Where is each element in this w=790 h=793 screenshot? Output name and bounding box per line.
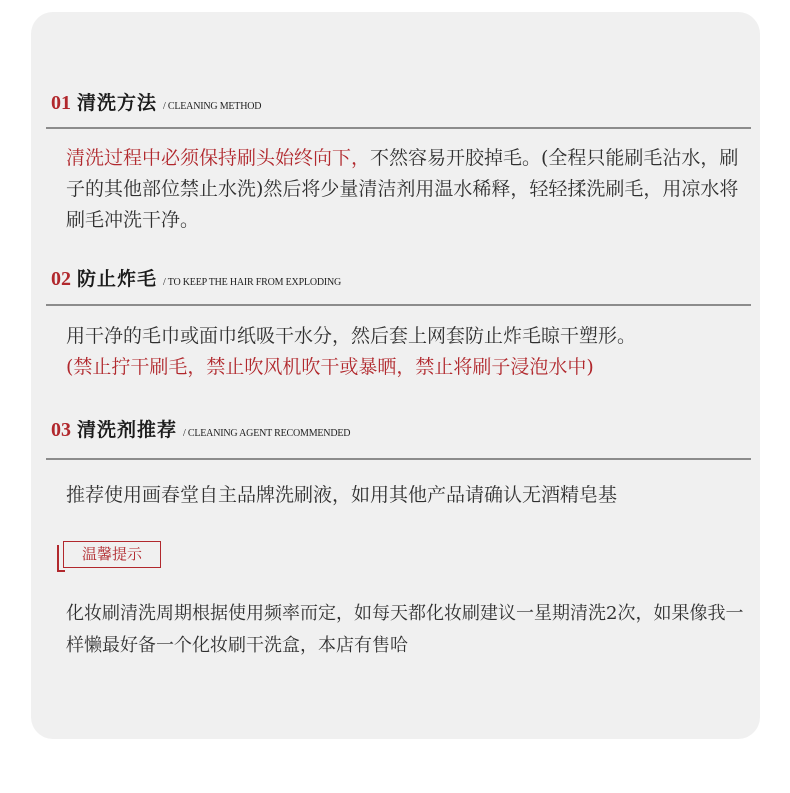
- section-2-body: [66, 321, 756, 383]
- section-1-title: 清洗方法: [77, 92, 158, 114]
- section-1-highlight: 清洗过程中必须保持刷头始终向下，: [66, 147, 371, 169]
- section-1-divider: [46, 127, 751, 129]
- section-3-body: 推荐使用画春堂自主品牌洗刷液，如用其他产品请确认无酒精皂基: [66, 484, 618, 506]
- tip-text: 化妆刷清洗周期根据使用频率而定，如每天都化妆刷建议一星期清洗2次，如果像我一样懒最好备一个化妆刷干洗盒，本店有售哈: [66, 603, 744, 656]
- tip-label: 温馨提示: [63, 541, 161, 568]
- section-3-title: 清洗剂推荐: [77, 419, 178, 441]
- section-3-subtitle: / CLEANING AGENT RECOMMENDED: [183, 428, 351, 439]
- section-2-subtitle: / TO KEEP THE HAIR FROM EXPLODING: [163, 277, 342, 288]
- section-1-number: 01: [51, 92, 71, 114]
- section-3-divider: [46, 458, 751, 460]
- section-1-subtitle: / CLEANING METHOD: [163, 101, 262, 112]
- section-2-text: 用干净的毛巾或面巾纸吸干水分，然后套上网套防止炸毛晾干塑形。: [66, 325, 637, 347]
- tip-badge: [57, 541, 161, 571]
- section-1-heading: [51, 88, 261, 115]
- section-2-number: 02: [51, 268, 71, 290]
- section-2-heading: [51, 264, 341, 291]
- section-1-body: [66, 143, 756, 236]
- section-3-number: 03: [51, 419, 71, 441]
- section-1-text: 不然容易开胶掉毛。(全程只能刷毛沾水，刷子的其他部位禁止水洗)然后将少量清洁剂用温水稀释，轻轻揉洗刷毛，用凉水将刷毛冲洗干净。: [66, 147, 739, 231]
- section-2-warning: (禁止拧干刷毛，禁止吹风机吹干或暴晒，禁止将刷子浸泡水中): [66, 356, 594, 378]
- section-2-title: 防止炸毛: [77, 268, 158, 290]
- section-3-heading: [51, 415, 350, 442]
- section-2-divider: [46, 304, 751, 306]
